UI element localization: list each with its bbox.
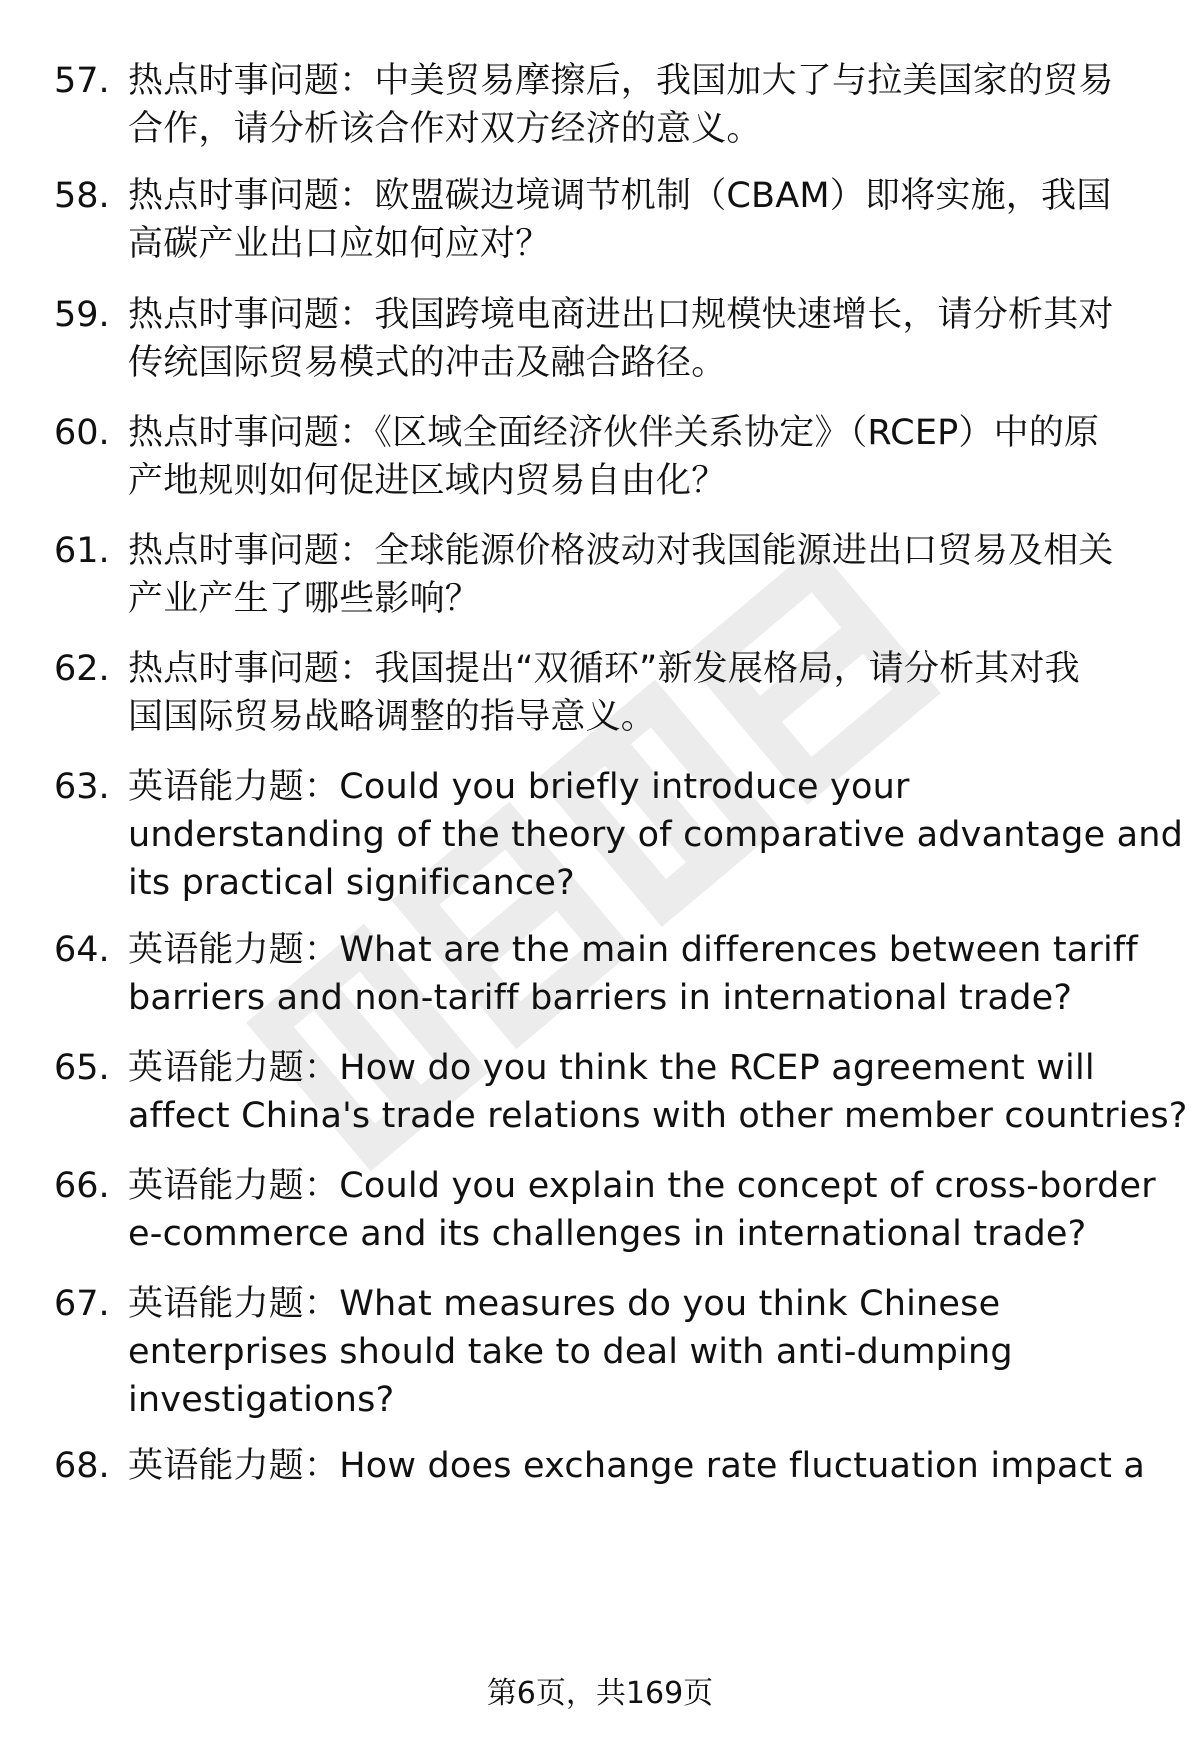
question-line: 英语能力题：What measures do you think Chinese [128,1284,1001,1324]
question-item [54,1044,1188,1140]
question-number: 59. [54,295,110,335]
question-line: 热点时事问题：欧盟碳边境调节机制（CBAM）即将实施，我国 [128,176,1112,216]
question-line: affect China's trade relations with other member countries? [128,1096,1188,1136]
question-item [54,926,1154,1022]
question-number: 68. [54,1446,110,1486]
question-line: 英语能力题：How does exchange rate fluctuation impact a [128,1446,1145,1486]
question-line: 热点时事问题：中美贸易摩擦后，我国加大了与拉美国家的贸易 [128,61,1114,101]
question-item [54,409,1154,505]
question-line: 英语能力题：What are the main differences between tariff [128,930,1138,970]
question-line: understanding of the theory of comparative advantage and [128,815,1184,855]
question-line: enterprises should take to deal with anti-dumping [128,1332,1013,1372]
question-line: investigations? [128,1380,395,1420]
question-item [54,291,1154,387]
question-text [128,645,1154,741]
question-number: 61. [54,531,110,571]
question-item [54,1442,1154,1490]
page-footer [0,1674,1200,1714]
question-number: 66. [54,1166,110,1206]
question-line: 热点时事问题：全球能源价格波动对我国能源进出口贸易及相关 [128,531,1114,571]
question-text [128,409,1154,505]
question-line: 英语能力题：How do you think the RCEP agreement will [128,1048,1095,1088]
question-item [54,1162,1154,1258]
question-line: 英语能力题：Could you briefly introduce your [128,767,910,807]
question-item [54,527,1154,623]
question-item [54,763,1184,907]
question-number: 63. [54,767,110,807]
question-item [54,645,1154,741]
question-number: 64. [54,930,110,970]
question-line: 合作，请分析该合作对双方经济的意义。 [128,109,762,149]
question-item [54,172,1154,268]
question-number: 67. [54,1284,110,1324]
question-text [128,172,1154,268]
question-number: 65. [54,1048,110,1088]
question-text [128,1162,1156,1258]
question-line: 热点时事问题：我国提出“双循环”新发展格局，请分析其对我 [128,649,1080,689]
question-line: 热点时事问题：我国跨境电商进出口规模快速增长，请分析其对 [128,295,1114,335]
question-line: 热点时事问题：《区域全面经济伙伴关系协定》（RCEP）中的原 [128,413,1100,453]
question-line: barriers and non-tariff barriers in international trade? [128,978,1073,1018]
question-number: 62. [54,649,110,689]
question-line: 国国际贸易战略调整的指导意义。 [128,697,657,737]
question-text [128,291,1154,387]
question-item [54,1280,1154,1424]
question-text [128,527,1154,623]
question-line: 产地规则如何促进区域内贸易自由化？ [128,461,727,501]
question-number: 57. [54,61,110,101]
question-number: 58. [54,176,110,216]
question-number: 60. [54,413,110,453]
question-text [128,1044,1188,1140]
question-text [128,57,1154,153]
question-line: its practical significance? [128,863,575,903]
question-item [54,57,1154,153]
question-text [128,1280,1154,1424]
question-line: 英语能力题：Could you explain the concept of cross-border [128,1166,1156,1206]
question-text [128,1442,1154,1490]
page-number-label: 第6页，共169页 [486,1676,714,1711]
question-line: 传统国际贸易模式的冲击及融合路径。 [128,343,727,383]
question-text [128,926,1154,1022]
question-text [128,763,1183,907]
question-line: e-commerce and its challenges in international trade? [128,1214,1087,1254]
question-line: 产业产生了哪些影响？ [128,579,481,619]
question-line: 高碳产业出口应如何应对？ [128,224,551,264]
